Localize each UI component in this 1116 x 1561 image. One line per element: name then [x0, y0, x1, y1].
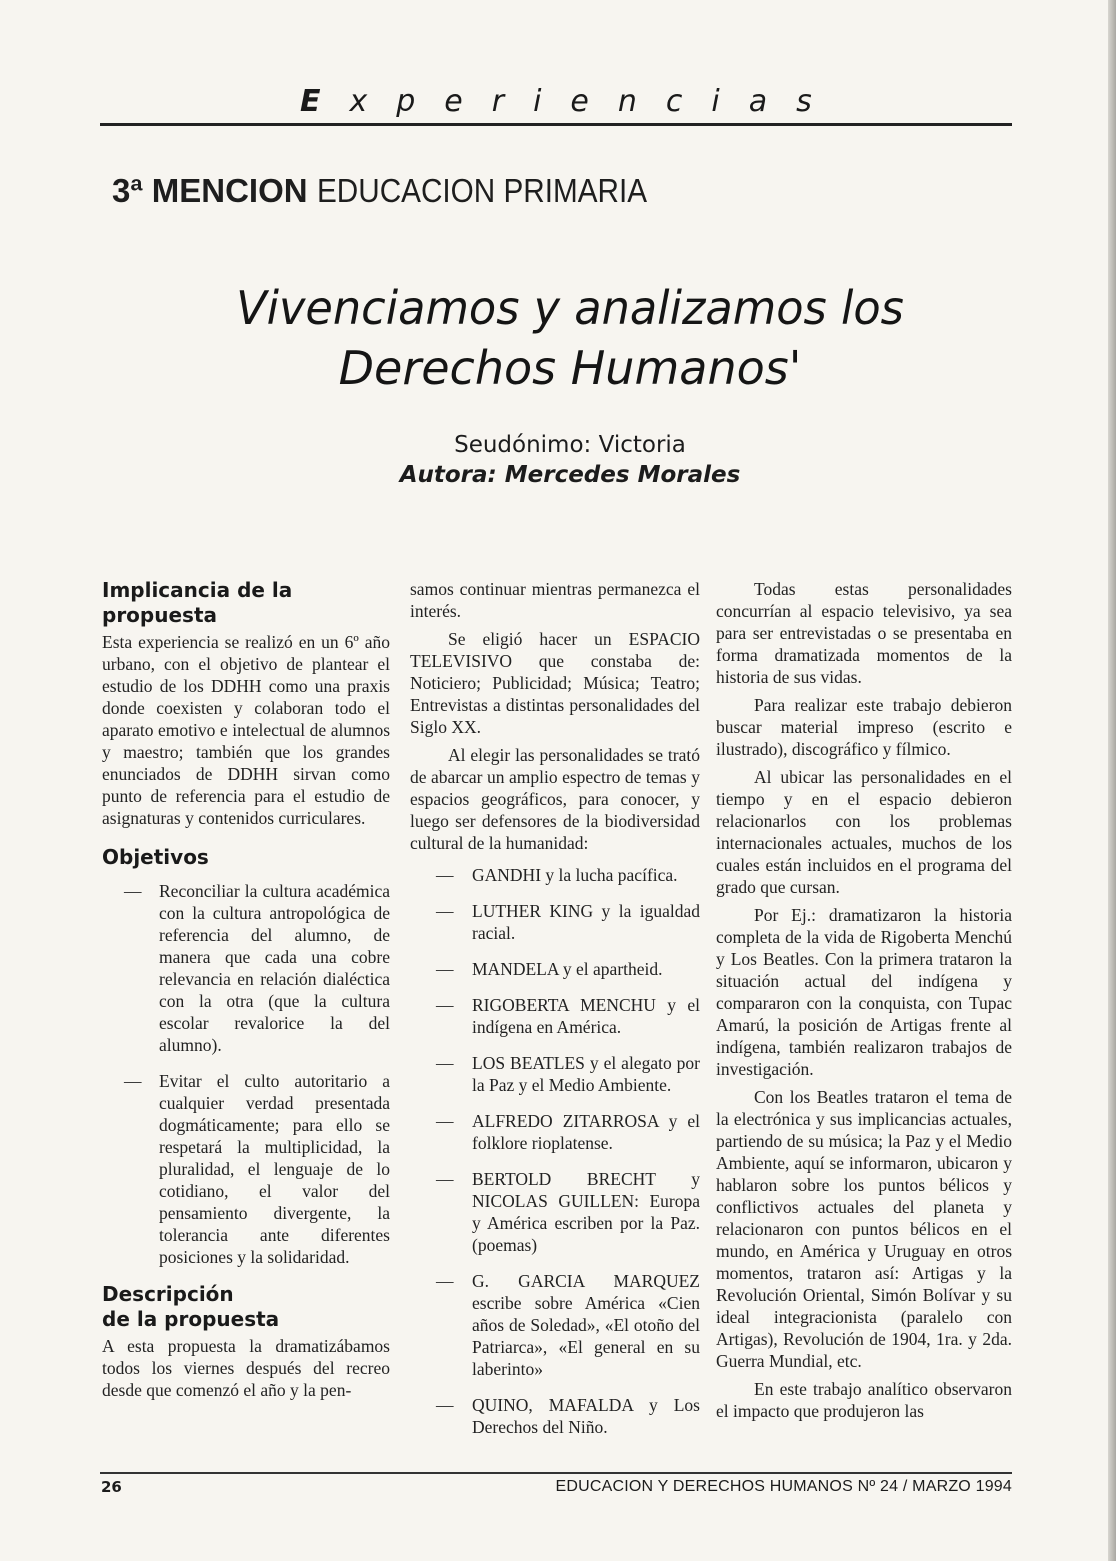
dash-marker: —: [436, 1169, 454, 1189]
paragraph-descripcion: A esta propuesta la dramatizábamos todos los viernes después del recreo desde que comenzó el año y la pen-: [102, 1336, 390, 1400]
author: Autora: Mercedes Morales: [399, 462, 741, 488]
personalidad-text: G. GARCIA MARQUEZ escribe sobre América «Cien años de Soledad», «El otoño del Patriarca», «El general en su laberinto»: [472, 1271, 700, 1379]
list-item: [102, 1070, 390, 1268]
dash-marker: —: [436, 1395, 454, 1415]
paragraph: Para realizar este trabajo debieron buscar material impreso (escrito e ilustrado), discográfico y fílmico.: [716, 695, 1012, 759]
personalidad-text: MANDELA y el apartheid.: [472, 959, 663, 979]
mention-heading: [112, 172, 683, 210]
heading-objetivos: Objetivos: [102, 845, 209, 869]
dash-marker: —: [436, 1053, 454, 1073]
paragraph: Por Ej.: dramatizaron la historia completa de la vida de Rigoberta Menchú y Los Beatles. Con la primera trataron la situación actual del indígena y compararon con la conquista, con Tupac Amarú, la posición de Artigas frente al indígena, también realizaron trabajos de investigación.: [716, 905, 1012, 1079]
heading-descripcion-line-1: Descripción: [102, 1282, 234, 1306]
paragraph: Todas estas personalidades concurrían al espacio televisivo, ya sea para ser entrevistadas o se presentaba en forma dramatizada momentos de la historia de sus vidas.: [716, 579, 1012, 687]
column-2: [410, 578, 700, 1452]
section-header-rest: xperiencias: [349, 84, 841, 119]
heading-implicancia: Implicancia de la propuesta: [102, 578, 293, 627]
list-item: [410, 864, 700, 886]
pseudonym: Seudónimo: Victoria: [454, 432, 686, 458]
journal-footer: EDUCACION Y DERECHOS HUMANOS Nº 24 / MARZO 1994: [555, 1478, 1012, 1495]
personalidad-text: GANDHI y la lucha pacífica.: [472, 865, 678, 885]
list-item: [410, 1270, 700, 1380]
objetivo-text: Reconciliar la cultura académica con la cultura antropológica de referencia del alumno, de manera que cada una cobre relevancia en relación dialéctica con la otra (que la cultura escolar revalorice la del alumno).: [159, 881, 390, 1055]
dash-marker: —: [436, 865, 454, 885]
personalidad-text: ALFREDO ZITARROSA y el folklore rioplatense.: [472, 1111, 700, 1153]
mention-category: EDUCACION PRIMARIA: [316, 172, 647, 209]
objetivos-list: [102, 880, 390, 1268]
dash-marker: —: [436, 995, 454, 1015]
list-item: [410, 958, 700, 980]
heading-descripcion-line-2: de la propuesta: [102, 1307, 280, 1331]
article-title-line-2: Derechos Humanos': [338, 341, 802, 395]
list-item: [102, 880, 390, 1056]
dash-marker: —: [436, 959, 454, 979]
list-item: [410, 994, 700, 1038]
paragraph: Se eligió hacer un ESPACIO TELEVISIVO que constaba de: Noticiero; Publicidad; Música; Teatro; Entrevistas a distintas personalidades del Siglo XX.: [410, 629, 700, 737]
mention-rank: 3ª MENCION: [112, 172, 308, 209]
article-title-line-1: Vivenciamos y analizamos los: [236, 281, 904, 335]
personalidad-text: BERTOLD BRECHT y NICOLAS GUILLEN: Europa y América escriben por la Paz. (poemas): [472, 1169, 700, 1255]
objetivo-text: Evitar el culto autoritario a cualquier verdad presentada dogmáticamente; para ello se respetará la multiplicidad, la pluralidad, el lenguaje de lo cotidiano, el valor del pensamiento divergente, la tolerancia ante diferentes posiciones y la solidaridad.: [159, 1071, 390, 1267]
byline: [330, 430, 810, 490]
list-item: [410, 1168, 700, 1256]
heading-descripcion: [102, 1282, 390, 1332]
paragraph: Con los Beatles trataron el tema de la electrónica y sus implicancias actuales, partiendo de su música; la Paz y el Medio Ambiente, aquí se informaron, ubicaron y hablaron sobre los puntos bélicos y conflictivos actuales del planeta y relacionaron con puntos bélicos en el mundo, en América y Uruguay en otros momentos, trataron así: Artigas y la Revolución Oriental, Simón Bolívar y su ideal integracionista (paralelo con Artigas), Revolución de 1904, 1ra. y 2da. Guerra Mundial, etc.: [716, 1087, 1012, 1371]
footer-rule: [100, 1472, 1012, 1474]
list-item: [410, 900, 700, 944]
dash-marker: —: [436, 901, 454, 921]
column-3: [716, 578, 1012, 1422]
page-edge: [1108, 0, 1116, 1561]
list-item: [410, 1394, 700, 1438]
paragraph-implicancia: Esta experiencia se realizó en un 6º año urbano, con el objetivo de plantear el estudio de los DDHH como una praxis donde coexisten y colaboran todo el aparato emotivo e intelectual de alumnos y maestro; también que los grandes enunciados de DDHH sirvan como punto de referencia para el estudio de asignaturas y contenidos curriculares.: [102, 632, 390, 828]
section-header-initial: E: [300, 84, 350, 119]
personalidad-text: LUTHER KING y la igualdad racial.: [472, 901, 700, 943]
article-title: [120, 278, 1020, 398]
header-rule: [100, 123, 1012, 126]
personalidad-text: RIGOBERTA MENCHU y el indígena en América.: [472, 995, 700, 1037]
dash-marker: —: [124, 1071, 142, 1091]
personalidad-text: QUINO, MAFALDA y Los Derechos del Niño.: [472, 1395, 700, 1437]
paragraph: Al ubicar las personalidades en el tiempo y en el espacio debieron relacionarlos con los problemas internacionales actuales, muchos de los cuales están incluidos en el programa del grado que cursan.: [716, 767, 1012, 897]
paragraph: samos continuar mientras permanezca el interés.: [410, 579, 700, 621]
dash-marker: —: [436, 1111, 454, 1131]
personalidades-list: [410, 864, 700, 1438]
list-item: [410, 1110, 700, 1154]
personalidad-text: LOS BEATLES y el alegato por la Paz y el Medio Ambiente.: [472, 1053, 700, 1095]
list-item: [410, 1052, 700, 1096]
dash-marker: —: [124, 881, 142, 901]
paragraph: En este trabajo analítico observaron el impacto que produjeron las: [716, 1379, 1012, 1421]
page-number: 26: [101, 1478, 122, 1496]
section-header: [300, 84, 841, 119]
paragraph: Al elegir las personalidades se trató de abarcar un amplio espectro de temas y espacios geográficos, para conocer, y luego ser defensores de la biodiversidad cultural de la humanidad:: [410, 745, 700, 853]
column-1: [102, 578, 390, 1401]
dash-marker: —: [436, 1271, 454, 1291]
